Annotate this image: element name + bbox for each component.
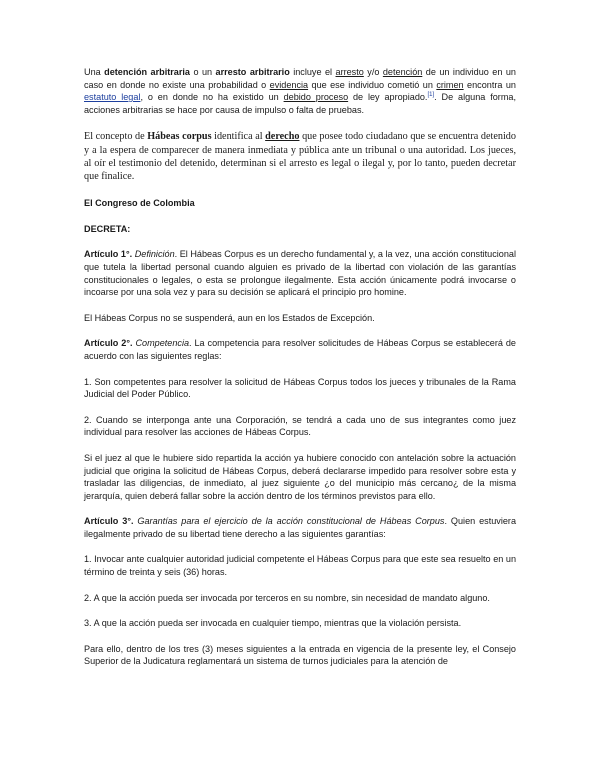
text: que posee todo ciudadano que se encuentra detenido y a la espera de comparecer de manera inmediata y pública ante un tribunal o una autoridad. Los jueces, al oír el testimonio del detenido, determinan si el arresto es legal o ilegal y, por lo tanto, pueden decretar que finalice. [84,131,516,182]
link-debido-proceso[interactable]: debido proceso [283,92,349,103]
link-detencion[interactable]: detención [382,67,423,77]
text: , o en donde no ha existido un [140,92,284,103]
footnote-reference[interactable]: [1] [427,92,435,99]
term-habeas-corpus: Hábeas corpus [147,131,212,143]
congreso-label: El Congreso de Colombia [84,198,195,209]
link-derecho[interactable]: derecho [265,131,300,143]
articulo-2 [84,337,516,362]
paragraph-estados-excepcion: El Hábeas Corpus no se suspenderá, aun en los Estados de Excepción. [84,312,375,323]
heading-decreta [84,223,516,236]
text: . De alguna forma, acciones arbitrarias se hace por causa de impulso o falta de pruebas. [84,92,516,115]
text: de un individuo en un caso en donde no existe una probabilidad o [84,67,516,90]
term-arresto-arbitrario: arresto arbitrario [215,67,290,77]
paragraph-detencion-arbitraria [84,66,516,116]
text: incluye el [289,67,336,77]
text: que ese individuo cometió un [308,79,437,90]
articulo-3-garantia-1: 1. Invocar ante cualquier autoridad judicial competente el Hábeas Corpus para que este sea resuelto en un término de treinta y seis (36) horas. [84,554,516,578]
text: o un [189,67,216,77]
articulo-3 [84,515,516,540]
paragraph-habeas-corpus-concepto [84,130,516,183]
text: encontra un [463,79,516,90]
article-text: . El Hábeas Corpus es un derecho fundamental y, a la vez, una acción constitucional que tutela la libertad personal cuando alguien es privado de la libertad con violación de las garantías constitucionales o legales, o esta se prolongue ilegalmente. Esta acción únicamente podrá invocarse o incoarse por una sola vez y para su decisión se aplicará el principio pro homine. [84,249,516,298]
articulo-1 [84,248,516,298]
text: El concepto de [84,131,148,143]
text: identifica al [211,131,266,143]
text: Una [84,67,105,77]
article-title: Definición [132,249,175,260]
article-number: Artículo 1°. [84,249,133,260]
articulo-3-garantia-3: 3. A que la acción pueda ser invocada en cualquier tiempo, mientras que la violación persista. [84,618,462,629]
term-detencion-arbitraria: detención arbitraria [104,67,190,77]
article-text: . Quien estuviera ilegalmente privado de su libertad tiene derecho a las siguientes garantías: [84,516,517,539]
articulo-2-regla-2: 2. Cuando se interponga ante una Corporación, se tendrá a cada uno de sus integrantes como juez individual para resolver las acciones de Hábeas Corpus. [84,414,516,438]
article-number: Artículo 2°. [84,338,133,349]
article-text: . La competencia para resolver solicitudes de Hábeas Corpus se establecerá de acuerdo con las siguientes reglas: [84,338,516,361]
article-title: Garantías para el ejercicio de la acción constitucional de Hábeas Corpus [133,516,445,527]
link-evidencia[interactable]: evidencia [269,79,309,90]
decreta-label: DECRETA: [84,223,131,234]
articulo-2-regla-1: 1. Son competentes para resolver la solicitud de Hábeas Corpus todos los jueces y tribunales de la Rama Judicial del Poder Público. [84,376,516,400]
link-crimen[interactable]: crimen [436,79,464,90]
heading-congreso [84,197,516,210]
articulo-3-garantia-2: 2. A que la acción pueda ser invocada por terceros en su nombre, sin necesidad de mandato alguno. [84,592,490,603]
article-number: Artículo 3°. [84,516,134,527]
text: de ley apropiado. [348,92,428,103]
text: y/o [363,67,383,77]
link-estatuto-legal[interactable]: estatuto legal [84,92,141,103]
article-title: Competencia [132,338,190,349]
articulo-2-impedimento: Si el juez al que le hubiere sido repartida la acción ya hubiere conocido con antelación sobre la actuación judicial que origina la solicitud de Hábeas Corpus, deberá declararse impedido para resolver sobre esta y trasladar las diligencias, de inmediato, al juez siguiente ¿o del municipio más cercano¿ de la misma jerarquía, quien deberá fallar sobre la acción dentro de los términos previstos para ello. [84,452,516,501]
paragraph-turnos-judiciales: Para ello, dentro de los tres (3) meses siguientes a la entrada en vigencia de la presente ley, el Consejo Superior de la Judicatura reglamentará un sistema de turnos judiciales para la atención de [84,643,516,667]
link-arresto[interactable]: arresto [335,67,364,77]
document-page [84,66,516,668]
